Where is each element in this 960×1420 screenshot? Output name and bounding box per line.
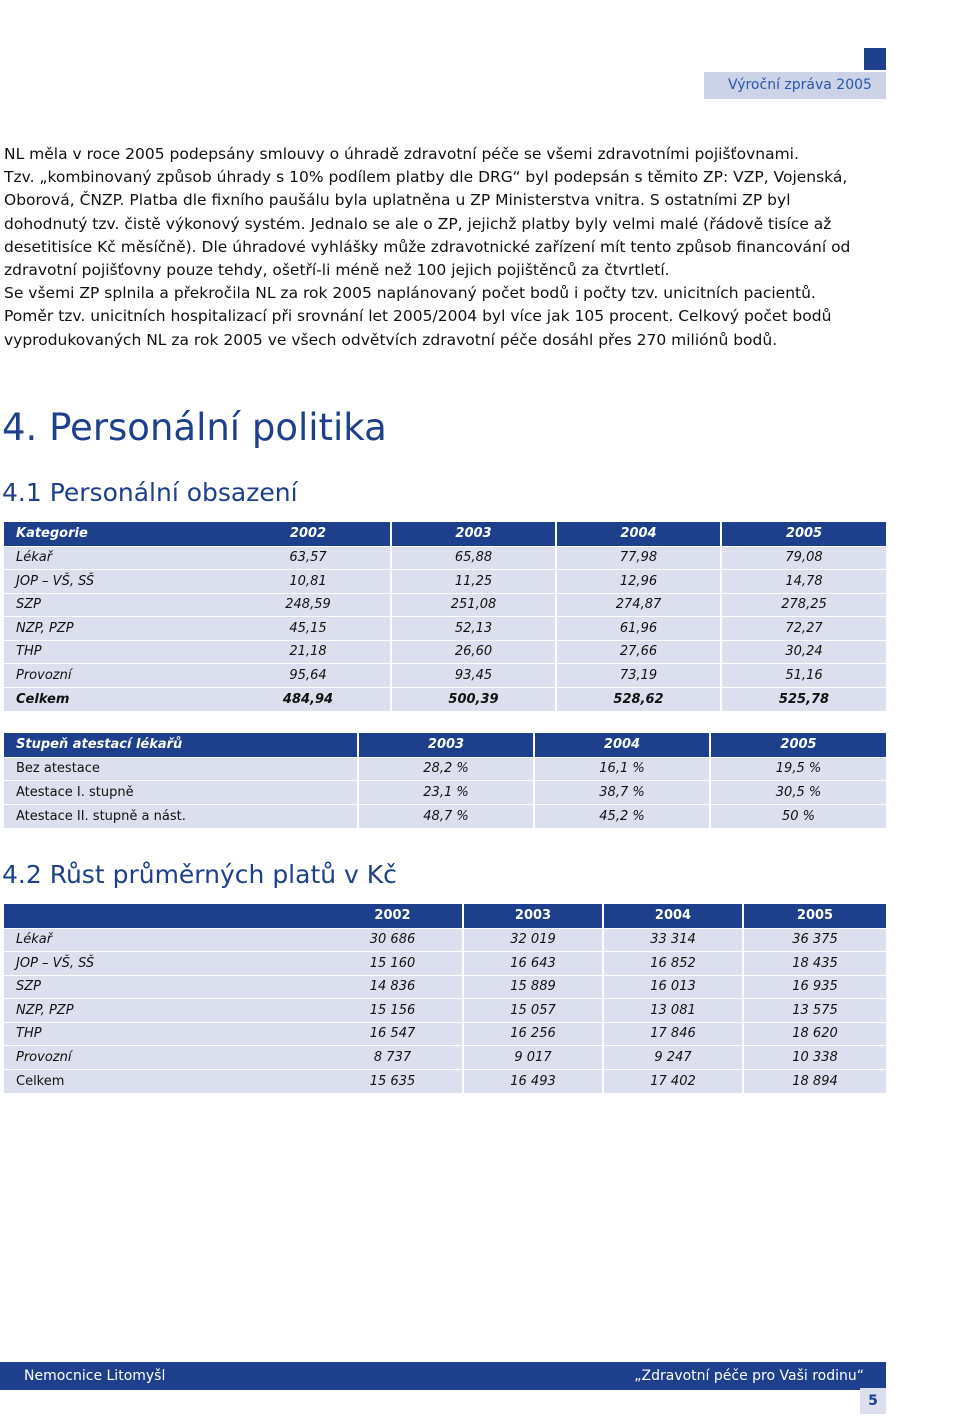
table-cell: 38,7 % xyxy=(534,781,710,805)
table-cell: 15 635 xyxy=(323,1069,463,1093)
table-cell: 17 402 xyxy=(603,1069,743,1093)
table-row xyxy=(4,804,886,828)
table-cell: 17 846 xyxy=(603,1022,743,1046)
table-cell: THP xyxy=(4,1022,323,1046)
table-cell: 10 338 xyxy=(743,1046,886,1070)
table-cell: 11,25 xyxy=(391,570,556,594)
intro-text xyxy=(4,143,884,352)
physician-certification-table xyxy=(4,733,886,828)
table-cell: 14,78 xyxy=(721,570,886,594)
intro-line: Tzv. „kombinovaný způsob úhrady s 10% podílem platby dle DRG“ byl podepsán s těmito ZP: VZP, Vojenská, xyxy=(4,168,848,187)
table-cell: 14 836 xyxy=(323,975,463,999)
table-cell: Atestace I. stupně xyxy=(4,781,358,805)
table-cell: 15 160 xyxy=(323,952,463,976)
table-cell: 15 156 xyxy=(323,999,463,1023)
table-cell: 30 686 xyxy=(323,928,463,952)
table-row xyxy=(4,617,886,641)
column-header: 2004 xyxy=(556,522,721,546)
table-row xyxy=(4,1022,886,1046)
column-header: 2003 xyxy=(391,522,556,546)
column-header: 2005 xyxy=(710,733,886,757)
table-row xyxy=(4,640,886,664)
table-cell: 77,98 xyxy=(556,546,721,570)
table-row xyxy=(4,593,886,617)
table-cell: 28,2 % xyxy=(358,757,534,781)
table-cell: 65,88 xyxy=(391,546,556,570)
table-cell: 95,64 xyxy=(226,664,391,688)
table-cell: 50 % xyxy=(710,804,886,828)
table-row xyxy=(4,999,886,1023)
table-cell: 15 057 xyxy=(463,999,603,1023)
table-row xyxy=(4,570,886,594)
table-row xyxy=(4,1046,886,1070)
table-cell: 274,87 xyxy=(556,593,721,617)
table-cell: 251,08 xyxy=(391,593,556,617)
subsection-heading-salaries: 4.2 Růst průměrných platů v Kč xyxy=(2,860,397,889)
table-cell: 18 620 xyxy=(743,1022,886,1046)
table-cell: 248,59 xyxy=(226,593,391,617)
page-number: 5 xyxy=(860,1388,886,1414)
table-cell: NZP, PZP xyxy=(4,999,323,1023)
intro-line: vyprodukovaných NL za rok 2005 ve všech odvětvích zdravotní péče dosáhl přes 270 miliónů bodů. xyxy=(4,330,778,349)
table-cell: 36 375 xyxy=(743,928,886,952)
column-header xyxy=(4,904,323,928)
section-heading: 4. Personální politika xyxy=(2,406,387,449)
table-cell: Provozní xyxy=(4,1046,323,1070)
table-cell: 15 889 xyxy=(463,975,603,999)
table-header-row xyxy=(4,733,886,757)
column-header: 2003 xyxy=(463,904,603,928)
table-cell: 16 493 xyxy=(463,1069,603,1093)
table-header-row xyxy=(4,522,886,546)
table-cell: Provozní xyxy=(4,664,226,688)
table-cell: 13 081 xyxy=(603,999,743,1023)
table-cell: Lékař xyxy=(4,546,226,570)
table-cell: 18 894 xyxy=(743,1069,886,1093)
table-row xyxy=(4,952,886,976)
table-row xyxy=(4,664,886,688)
table-cell: Celkem xyxy=(4,1069,323,1093)
footer-hospital-name: Nemocnice Litomyšl xyxy=(24,1368,166,1384)
table-cell: 9 247 xyxy=(603,1046,743,1070)
table-row xyxy=(4,928,886,952)
table-cell: 52,13 xyxy=(391,617,556,641)
footer-bar xyxy=(0,1362,886,1390)
table-cell: 23,1 % xyxy=(358,781,534,805)
table-cell: 16 643 xyxy=(463,952,603,976)
table-cell: 528,62 xyxy=(556,687,721,711)
table-cell: 16 852 xyxy=(603,952,743,976)
table-cell: 12,96 xyxy=(556,570,721,594)
table-row xyxy=(4,1069,886,1093)
intro-line: Se všemi ZP splnila a překročila NL za rok 2005 naplánovaný počet bodů i počty tzv. unicitních pacientů. xyxy=(4,284,816,303)
table-cell: 93,45 xyxy=(391,664,556,688)
header-title: Výroční zpráva 2005 xyxy=(704,72,886,99)
table-cell: 21,18 xyxy=(226,640,391,664)
table-cell: 30,24 xyxy=(721,640,886,664)
table-cell: 13 575 xyxy=(743,999,886,1023)
table-row xyxy=(4,975,886,999)
table-cell: 16,1 % xyxy=(534,757,710,781)
table-cell: 16 935 xyxy=(743,975,886,999)
table-cell: 61,96 xyxy=(556,617,721,641)
table-cell: 19,5 % xyxy=(710,757,886,781)
table-cell: 26,60 xyxy=(391,640,556,664)
table-total-row xyxy=(4,687,886,711)
intro-line: dohodnutý tzv. čistě výkonový systém. Jednalo se ale o ZP, jejichž platby byly velmi malé (řádově tisíce až xyxy=(4,214,832,233)
table-cell: 72,27 xyxy=(721,617,886,641)
column-header: 2005 xyxy=(743,904,886,928)
table-cell: 27,66 xyxy=(556,640,721,664)
salary-table xyxy=(4,904,886,1093)
table-cell: 33 314 xyxy=(603,928,743,952)
staffing-table xyxy=(4,522,886,711)
table-cell: 9 017 xyxy=(463,1046,603,1070)
table-cell: 79,08 xyxy=(721,546,886,570)
column-header: Kategorie xyxy=(4,522,226,546)
table-cell: THP xyxy=(4,640,226,664)
header-square xyxy=(864,48,886,70)
table-cell: 51,16 xyxy=(721,664,886,688)
table-row xyxy=(4,757,886,781)
table-cell: 45,2 % xyxy=(534,804,710,828)
table-cell: 32 019 xyxy=(463,928,603,952)
table-cell: 30,5 % xyxy=(710,781,886,805)
table-cell: 63,57 xyxy=(226,546,391,570)
table-cell: 73,19 xyxy=(556,664,721,688)
table-row xyxy=(4,781,886,805)
table-cell: 48,7 % xyxy=(358,804,534,828)
table-cell: Lékař xyxy=(4,928,323,952)
table-cell: 484,94 xyxy=(226,687,391,711)
table-cell: Bez atestace xyxy=(4,757,358,781)
table-cell: NZP, PZP xyxy=(4,617,226,641)
table-cell: 16 547 xyxy=(323,1022,463,1046)
intro-line: zdravotní pojišťovny pouze tehdy, ošetří-li méně než 100 jejich pojištěnců za čtvrtletí. xyxy=(4,261,670,280)
column-header: 2004 xyxy=(534,733,710,757)
table-cell: SZP xyxy=(4,593,226,617)
footer-slogan: „Zdravotní péče pro Vaši rodinu“ xyxy=(634,1368,864,1384)
table-cell: 18 435 xyxy=(743,952,886,976)
intro-line: Poměr tzv. unicitních hospitalizací při srovnání let 2005/2004 byl více jak 105 procent. Celkový počet bodů xyxy=(4,307,832,326)
table-cell: Atestace II. stupně a nást. xyxy=(4,804,358,828)
table-row xyxy=(4,546,886,570)
column-header: 2002 xyxy=(226,522,391,546)
column-header: 2003 xyxy=(358,733,534,757)
table-cell: 525,78 xyxy=(721,687,886,711)
table-cell: 16 256 xyxy=(463,1022,603,1046)
intro-line: Oborová, ČNZP. Platba dle fixního paušálu byla uplatněna u ZP Ministerstva vnitra. S ostatními ZP byl xyxy=(4,191,791,210)
table-cell: Celkem xyxy=(4,687,226,711)
column-header: 2004 xyxy=(603,904,743,928)
table-cell: 10,81 xyxy=(226,570,391,594)
column-header: 2005 xyxy=(721,522,886,546)
table-cell: 8 737 xyxy=(323,1046,463,1070)
column-header: Stupeň atestací lékařů xyxy=(4,733,358,757)
intro-line: desetitisíce Kč měsíčně). Dle úhradové vyhlášky může zdravotnické zařízení mít tento způsob financování od xyxy=(4,237,851,256)
table-cell: 45,15 xyxy=(226,617,391,641)
subsection-heading-staffing: 4.1 Personální obsazení xyxy=(2,478,298,507)
table-cell: 500,39 xyxy=(391,687,556,711)
table-cell: SZP xyxy=(4,975,323,999)
table-header-row xyxy=(4,904,886,928)
table-cell: 16 013 xyxy=(603,975,743,999)
table-cell: 278,25 xyxy=(721,593,886,617)
table-cell: JOP – VŠ, SŠ xyxy=(4,952,323,976)
intro-line: NL měla v roce 2005 podepsány smlouvy o úhradě zdravotní péče se všemi zdravotními pojišťovnami. xyxy=(4,145,799,163)
column-header: 2002 xyxy=(323,904,463,928)
table-cell: JOP – VŠ, SŠ xyxy=(4,570,226,594)
